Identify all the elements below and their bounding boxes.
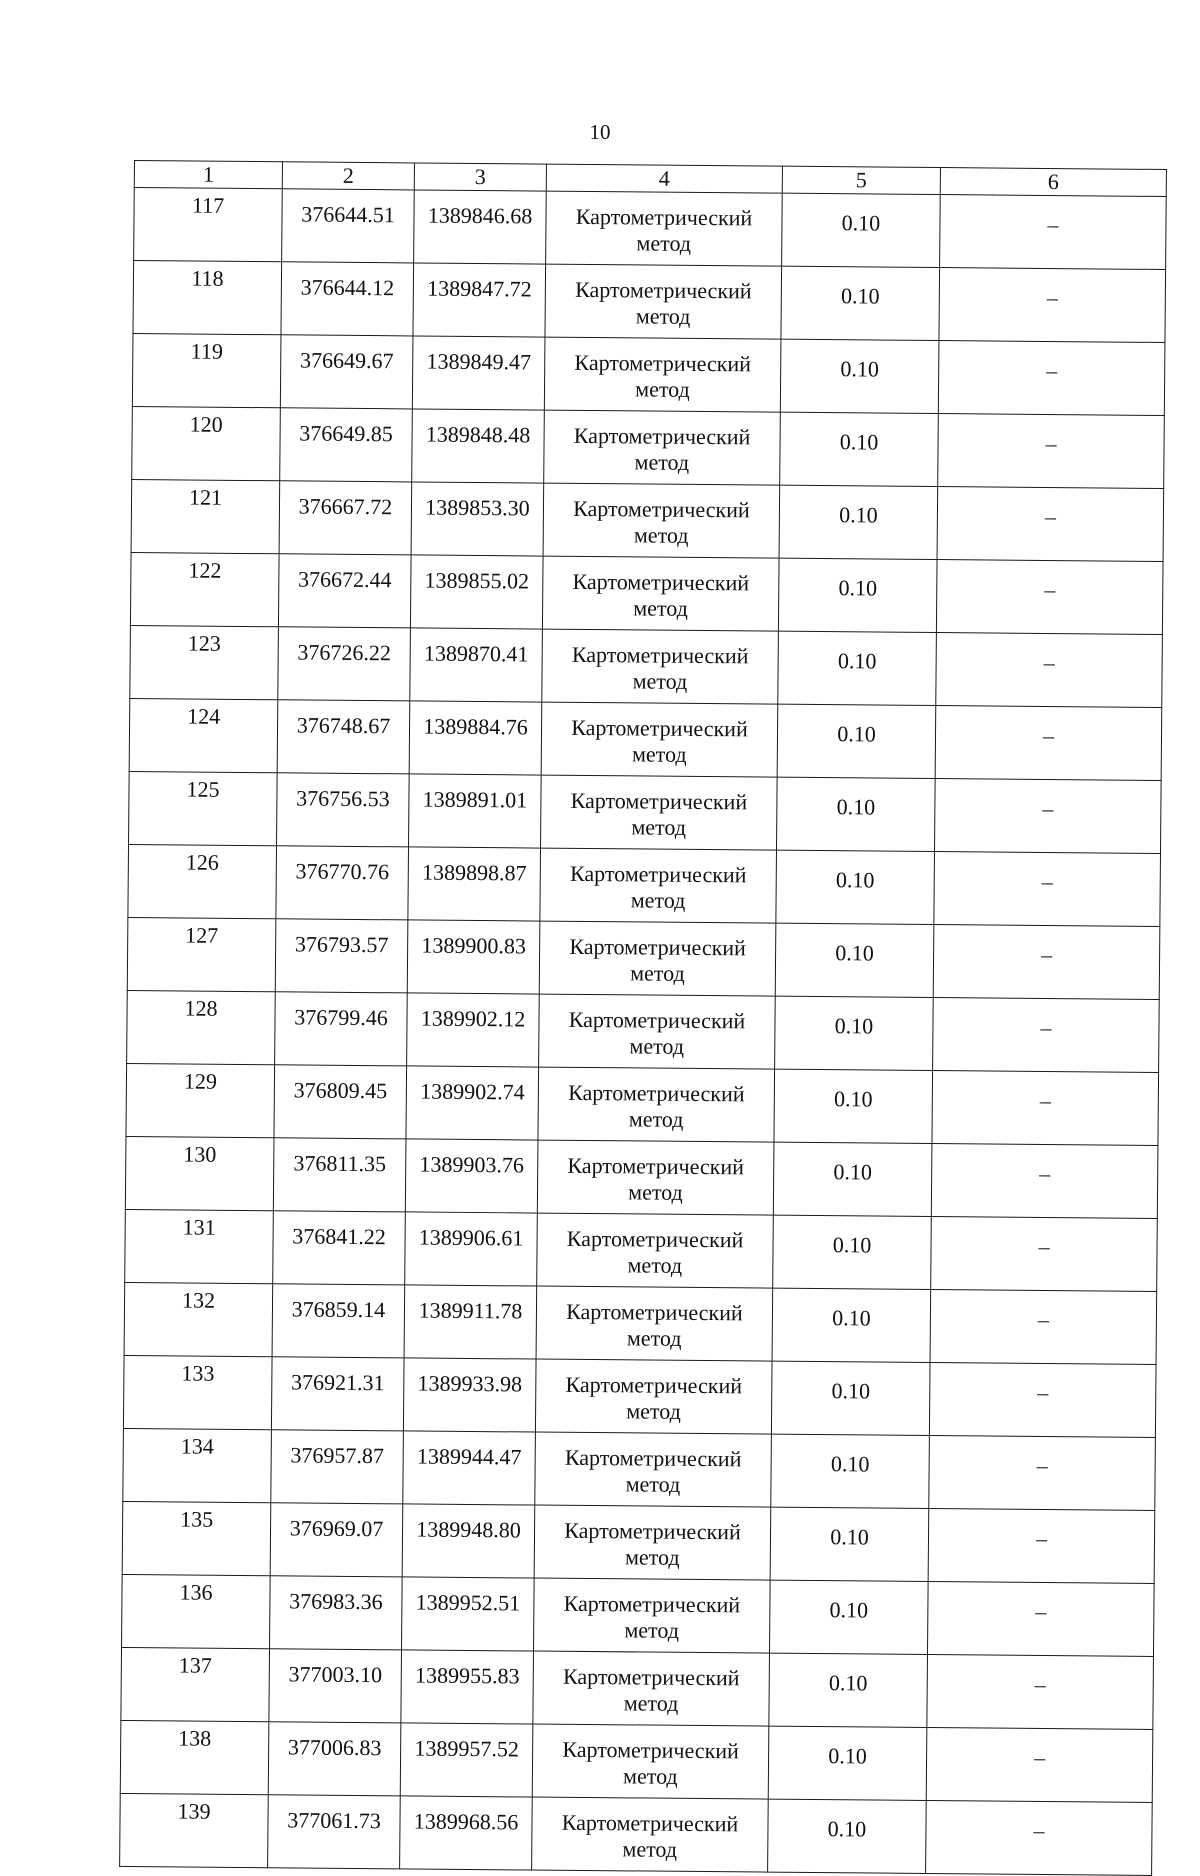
method-line-2: метод <box>622 1836 678 1862</box>
method-cell <box>532 1797 769 1872</box>
method-cell <box>544 410 781 485</box>
y-coordinate-cell: 1389902.74 <box>406 1066 539 1140</box>
table-row <box>134 188 1167 270</box>
x-coordinate-cell: 376793.57 <box>275 919 408 993</box>
method-line-1: Картометрический <box>573 495 750 523</box>
y-coordinate-cell: 1389855.02 <box>410 555 543 629</box>
accuracy-cell: 0.10 <box>773 1142 932 1216</box>
method-cell <box>545 264 782 339</box>
x-coordinate-cell: 376667.72 <box>279 481 412 555</box>
method-cell <box>539 994 776 1069</box>
accuracy-cell: 0.10 <box>772 1288 931 1362</box>
point-number-cell: 128 <box>127 990 276 1064</box>
method-line-1: Картометрический <box>574 349 752 377</box>
method-line-1: Картометрический <box>571 641 749 669</box>
method-cell <box>534 1578 771 1653</box>
x-coordinate-cell: 376649.67 <box>280 335 413 409</box>
table-row <box>124 1282 1157 1364</box>
method-cell <box>535 1432 772 1507</box>
accuracy-cell: 0.10 <box>782 193 941 267</box>
point-number-cell: 129 <box>126 1063 275 1137</box>
point-number-cell: 117 <box>134 188 283 262</box>
accuracy-cell: 0.10 <box>771 1361 930 1435</box>
table-row <box>128 844 1161 926</box>
point-number-cell: 126 <box>128 844 277 918</box>
table-row <box>123 1428 1156 1510</box>
y-coordinate-cell: 1389952.51 <box>402 1577 535 1651</box>
method-line-2: метод <box>633 522 689 548</box>
table-row <box>125 1209 1158 1291</box>
point-number-cell: 127 <box>127 917 276 991</box>
table-row <box>131 479 1164 561</box>
note-cell: – <box>939 268 1166 343</box>
note-cell: – <box>927 1581 1154 1656</box>
table-row <box>125 1136 1158 1218</box>
method-cell <box>542 556 779 631</box>
coordinates-table-wrapper <box>119 160 1167 1876</box>
method-line-1: Картометрический <box>561 1809 739 1837</box>
table-row <box>133 261 1166 343</box>
method-line-1: Картометрический <box>573 422 751 450</box>
x-coordinate-cell: 376799.46 <box>275 992 408 1066</box>
method-cell <box>542 629 779 704</box>
method-cell <box>543 483 780 558</box>
x-coordinate-cell: 376859.14 <box>272 1284 405 1358</box>
method-line-2: метод <box>628 1106 684 1132</box>
header-cell-4: 4 <box>546 164 782 193</box>
y-coordinate-cell: 1389906.61 <box>405 1212 538 1286</box>
table-row <box>121 1647 1154 1729</box>
coordinates-table <box>119 160 1167 1876</box>
accuracy-cell: 0.10 <box>775 923 934 997</box>
accuracy-cell: 0.10 <box>778 558 937 632</box>
table-row <box>122 1574 1155 1656</box>
method-cell <box>537 1140 774 1215</box>
y-coordinate-cell: 1389847.72 <box>413 263 546 337</box>
y-coordinate-cell: 1389944.47 <box>403 1431 536 1505</box>
note-cell: – <box>933 925 1160 1000</box>
method-cell <box>536 1286 773 1361</box>
note-cell: – <box>926 1727 1153 1802</box>
point-number-cell: 122 <box>130 552 279 626</box>
y-coordinate-cell: 1389849.47 <box>412 336 545 410</box>
x-coordinate-cell: 377006.83 <box>268 1722 401 1796</box>
method-line-1: Картометрический <box>575 203 753 231</box>
x-coordinate-cell: 376811.35 <box>273 1138 406 1212</box>
point-number-cell: 133 <box>123 1355 272 1429</box>
table-row <box>129 771 1162 853</box>
y-coordinate-cell: 1389898.87 <box>408 847 541 921</box>
method-cell <box>535 1359 772 1434</box>
note-cell: – <box>934 779 1161 854</box>
method-cell <box>538 1067 775 1142</box>
accuracy-cell: 0.10 <box>768 1799 927 1873</box>
accuracy-cell: 0.10 <box>777 777 936 851</box>
method-line-2: метод <box>626 1325 682 1351</box>
method-cell <box>546 191 783 266</box>
x-coordinate-cell: 376644.12 <box>281 262 414 336</box>
header-cell-6: 6 <box>940 168 1166 197</box>
table-row <box>130 625 1163 707</box>
method-line-2: метод <box>636 230 692 256</box>
point-number-cell: 135 <box>122 1501 271 1575</box>
method-cell <box>532 1724 769 1799</box>
method-line-1: Картометрический <box>562 1736 739 1764</box>
method-cell <box>540 848 777 923</box>
method-line-1: Картометрический <box>566 1225 744 1253</box>
accuracy-cell: 0.10 <box>768 1726 927 1800</box>
method-line-2: метод <box>623 1690 679 1716</box>
note-cell: – <box>932 1071 1159 1146</box>
method-line-1: Картометрический <box>567 1152 745 1180</box>
method-line-1: Картометрический <box>568 1079 745 1107</box>
accuracy-cell: 0.10 <box>781 266 940 340</box>
point-number-cell: 134 <box>123 1428 272 1502</box>
point-number-cell: 130 <box>125 1136 274 1210</box>
x-coordinate-cell: 376983.36 <box>270 1576 403 1650</box>
method-line-1: Картометрический <box>568 1006 746 1034</box>
method-line-2: метод <box>631 741 687 767</box>
accuracy-cell: 0.10 <box>777 704 936 778</box>
table-row <box>120 1720 1153 1802</box>
point-number-cell: 138 <box>120 1720 269 1794</box>
y-coordinate-cell: 1389891.01 <box>409 774 542 848</box>
x-coordinate-cell: 376649.85 <box>280 408 413 482</box>
method-cell <box>534 1505 771 1580</box>
x-coordinate-cell: 376957.87 <box>271 1430 404 1504</box>
method-line-2: метод <box>624 1617 680 1643</box>
table-row <box>130 552 1163 634</box>
y-coordinate-cell: 1389902.12 <box>407 993 540 1067</box>
y-coordinate-cell: 1389903.76 <box>405 1139 538 1213</box>
point-number-cell: 119 <box>132 333 281 407</box>
accuracy-cell: 0.10 <box>769 1653 928 1727</box>
table-row <box>123 1355 1156 1437</box>
y-coordinate-cell: 1389911.78 <box>404 1285 537 1359</box>
x-coordinate-cell: 376770.76 <box>276 846 409 920</box>
y-coordinate-cell: 1389933.98 <box>403 1358 536 1432</box>
note-cell: – <box>936 633 1163 708</box>
accuracy-cell: 0.10 <box>780 339 939 413</box>
note-cell: – <box>935 706 1162 781</box>
x-coordinate-cell: 376756.53 <box>277 773 410 847</box>
x-coordinate-cell: 376672.44 <box>278 554 411 628</box>
method-line-1: Картометрический <box>565 1371 743 1399</box>
y-coordinate-cell: 1389957.52 <box>400 1723 533 1797</box>
accuracy-cell: 0.10 <box>778 631 937 705</box>
accuracy-cell: 0.10 <box>771 1434 930 1508</box>
note-cell: – <box>938 341 1165 416</box>
method-line-1: Картометрический <box>564 1444 742 1472</box>
point-number-cell: 132 <box>124 1282 273 1356</box>
method-line-2: метод <box>628 1179 683 1205</box>
method-line-2: метод <box>632 668 688 694</box>
header-cell-2: 2 <box>282 162 414 190</box>
note-cell: – <box>929 1435 1156 1510</box>
point-number-cell: 136 <box>122 1574 271 1648</box>
table-row <box>126 1063 1159 1145</box>
point-number-cell: 124 <box>129 698 278 772</box>
method-cell <box>533 1651 770 1726</box>
point-number-cell: 123 <box>130 625 279 699</box>
note-cell: – <box>936 560 1163 635</box>
method-line-2: метод <box>629 1033 685 1059</box>
method-line-1: Картометрический <box>569 860 747 888</box>
method-line-2: метод <box>633 595 688 621</box>
method-line-2: метод <box>630 887 686 913</box>
table-body <box>120 161 1167 1876</box>
table-row <box>127 917 1160 999</box>
header-cell-5: 5 <box>782 166 940 194</box>
method-line-2: метод <box>631 814 687 840</box>
note-cell: – <box>930 1289 1157 1364</box>
method-line-2: метод <box>630 960 685 986</box>
point-number-cell: 118 <box>133 261 282 335</box>
table-row <box>127 990 1160 1072</box>
x-coordinate-cell: 377061.73 <box>268 1795 401 1869</box>
accuracy-cell: 0.10 <box>769 1580 928 1654</box>
note-cell: – <box>931 1144 1158 1219</box>
x-coordinate-cell: 376969.07 <box>270 1503 403 1577</box>
point-number-cell: 131 <box>125 1209 274 1283</box>
method-line-1: Картометрический <box>563 1590 741 1618</box>
method-line-2: метод <box>625 1471 681 1497</box>
x-coordinate-cell: 376809.45 <box>274 1065 407 1139</box>
method-line-1: Картометрический <box>571 714 748 742</box>
method-line-2: метод <box>626 1398 681 1424</box>
point-number-cell: 137 <box>121 1647 270 1721</box>
method-cell <box>539 921 776 996</box>
method-line-2: метод <box>635 376 690 402</box>
page-number: 10 <box>589 120 611 144</box>
accuracy-cell: 0.10 <box>776 850 935 924</box>
method-line-1: Картометрический <box>564 1517 741 1545</box>
accuracy-cell: 0.10 <box>779 485 938 559</box>
header-cell-1: 1 <box>134 161 282 189</box>
note-cell: – <box>927 1654 1154 1729</box>
y-coordinate-cell: 1389948.80 <box>402 1504 535 1578</box>
header-cell-3: 3 <box>414 163 546 191</box>
accuracy-cell: 0.10 <box>773 1215 932 1289</box>
x-coordinate-cell: 376748.67 <box>277 700 410 774</box>
method-line-2: метод <box>634 449 690 475</box>
y-coordinate-cell: 1389846.68 <box>414 190 547 264</box>
note-cell: – <box>926 1800 1153 1875</box>
accuracy-cell: 0.10 <box>780 412 939 486</box>
y-coordinate-cell: 1389955.83 <box>401 1650 534 1724</box>
accuracy-cell: 0.10 <box>770 1507 929 1581</box>
x-coordinate-cell: 376644.51 <box>282 189 415 263</box>
method-line-2: метод <box>623 1763 678 1789</box>
y-coordinate-cell: 1389900.83 <box>407 920 540 994</box>
x-coordinate-cell: 376921.31 <box>271 1357 404 1431</box>
x-coordinate-cell: 376726.22 <box>278 627 411 701</box>
table-row <box>129 698 1162 780</box>
method-line-1: Картометрический <box>572 568 750 596</box>
method-cell <box>541 775 778 850</box>
note-cell: – <box>931 1216 1158 1291</box>
point-number-cell: 120 <box>132 406 281 480</box>
y-coordinate-cell: 1389848.48 <box>412 409 545 483</box>
note-cell: – <box>933 998 1160 1073</box>
note-cell: – <box>938 414 1165 489</box>
y-coordinate-cell: 1389884.76 <box>409 701 542 775</box>
table-row <box>132 333 1165 415</box>
method-cell <box>537 1213 774 1288</box>
table-row <box>132 406 1165 488</box>
x-coordinate-cell: 376841.22 <box>273 1211 406 1285</box>
note-cell: – <box>929 1362 1156 1437</box>
point-number-cell: 125 <box>129 771 278 845</box>
y-coordinate-cell: 1389853.30 <box>411 482 544 556</box>
accuracy-cell: 0.10 <box>774 1069 933 1143</box>
point-number-cell: 121 <box>131 479 280 553</box>
note-cell: – <box>934 852 1161 927</box>
x-coordinate-cell: 377003.10 <box>269 1649 402 1723</box>
point-number-cell: 139 <box>120 1793 269 1867</box>
table-row <box>122 1501 1155 1583</box>
note-cell: – <box>928 1508 1155 1583</box>
method-cell <box>541 702 778 777</box>
accuracy-cell: 0.10 <box>775 996 934 1070</box>
note-cell: – <box>937 487 1164 562</box>
y-coordinate-cell: 1389968.56 <box>400 1796 533 1870</box>
method-line-2: метод <box>627 1252 683 1278</box>
method-line-1: Картометрический <box>575 276 752 304</box>
method-line-2: метод <box>635 303 691 329</box>
method-cell <box>544 337 781 412</box>
method-line-1: Картометрический <box>570 787 748 815</box>
note-cell: – <box>940 195 1167 270</box>
method-line-1: Картометрический <box>566 1298 743 1326</box>
method-line-2: метод <box>624 1544 680 1570</box>
y-coordinate-cell: 1389870.41 <box>410 628 543 702</box>
method-line-1: Картометрический <box>562 1663 740 1691</box>
method-line-1: Картометрический <box>569 933 746 961</box>
table-row <box>120 1793 1153 1875</box>
